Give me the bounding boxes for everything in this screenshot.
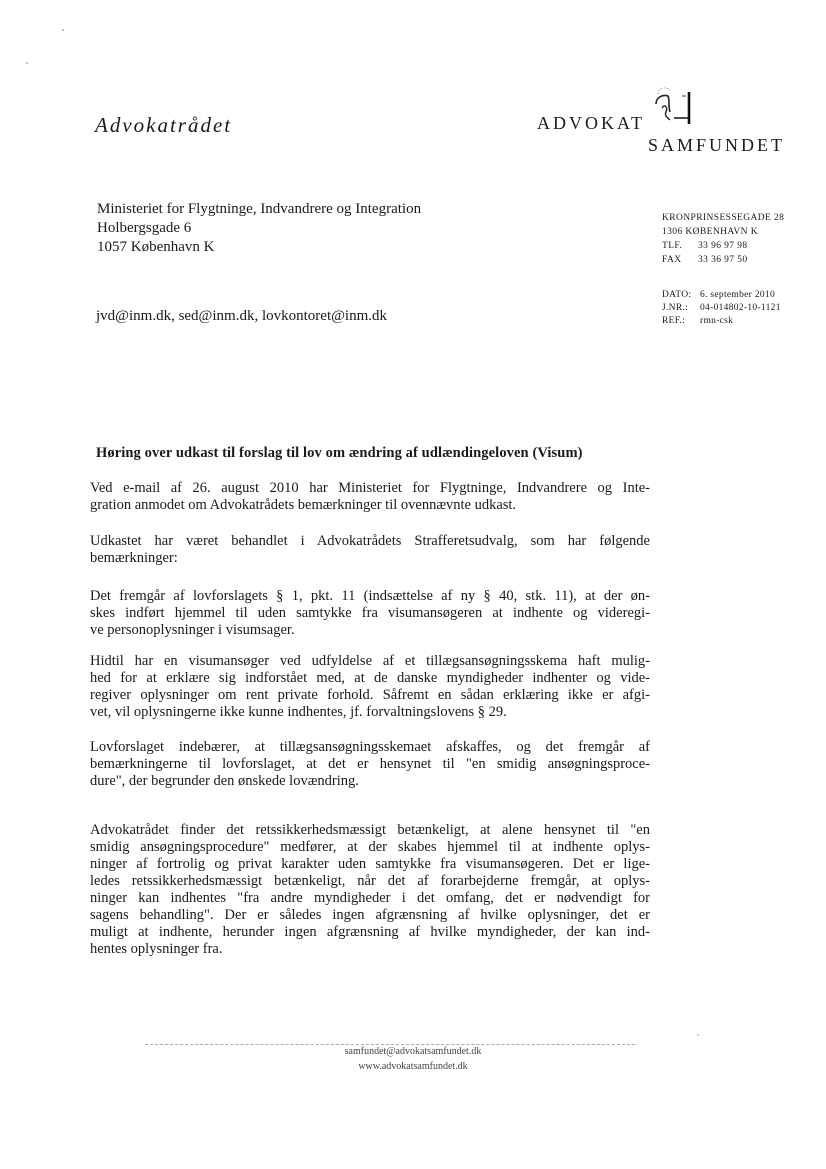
- sender-street: KRONPRINSESSEGADE 28: [662, 213, 785, 223]
- paragraph-6: [90, 822, 650, 958]
- jnr-value: 04-014802-10-1121: [700, 303, 781, 313]
- paragraph-line: dure", der begrunder den ønskede lovændring.: [90, 773, 359, 789]
- letterhead-right-name-top: ADVOKAT: [537, 113, 645, 133]
- paragraph-line: skes indført hjemmel til uden samtykke fra visumansøgeren at indhente og videregi-: [90, 605, 650, 621]
- paragraph-line: Hidtil har en visumansøger ved udfyldelse af et tillægsansøgningsskema haft mulig-: [90, 653, 650, 669]
- paragraph-line: muligt at indhente, herunder ingen afgrænsning af hvilke myndigheder, der kan ind-: [90, 924, 650, 940]
- letter-meta: [662, 289, 781, 328]
- fax-label: FAX: [662, 255, 682, 265]
- sender-city: 1306 KØBENHAVN K: [662, 227, 758, 237]
- footer-website: www.advokatsamfundet.dk: [358, 1061, 468, 1072]
- paragraph-line: vet, vil oplysningerne ikke kunne indhentes, jf. forvaltningslovens § 29.: [90, 704, 507, 720]
- letterhead-left-name: Advokatrådet: [95, 113, 233, 137]
- ref-value: rmn-csk: [700, 316, 734, 326]
- sender-address: [662, 211, 784, 267]
- paragraph-line: Advokatrådet finder det retssikkerhedsmæssigt betænkeligt, at alene hensynet til "en: [90, 822, 650, 838]
- paragraph-1: [90, 480, 650, 514]
- paragraph-line: gration anmodet om Advokatrådets bemærkninger til ovennævnte udkast.: [90, 497, 517, 513]
- paragraph-5: [90, 739, 650, 790]
- paragraph-line: Ved e-mail af 26. august 2010 har Ministeriet for Flygtninge, Indvandrere og Inte-: [90, 480, 650, 496]
- paragraph-line: sagens behandling". Der er således ingen afgrænsning af hvilke oplysninger, det er: [90, 907, 650, 923]
- paragraph-4: [90, 653, 650, 721]
- recipient-line-1: Ministeriet for Flygtninge, Indvandrere og Integration: [97, 201, 422, 217]
- ref-label: REF.:: [662, 316, 686, 326]
- paragraph-2: [90, 533, 650, 567]
- phone-number: 33 96 97 98: [698, 241, 748, 251]
- letter-subject: Høring over udkast til forslag til lov om ændring af udlændingeloven (Visum): [96, 445, 583, 461]
- recipient-address: [97, 200, 421, 257]
- paragraph-line: bemærkningerne til lovforslaget, at det er hensynet til "en smidig ansøgningsproce-: [90, 756, 650, 772]
- paragraph-line: ve personoplysninger i visumsager.: [90, 622, 295, 638]
- paragraph-line: Lovforslaget indebærer, at tillægsansøgningsskemaet afskaffes, og det fremgår af: [90, 739, 650, 755]
- recipient-emails: jvd@inm.dk, sed@inm.dk, lovkontoret@inm.dk: [96, 308, 388, 324]
- footer-divider: [145, 1044, 635, 1045]
- paragraph-line: smidig ansøgningsprocedure" medfører, at der skabes hjemmel til at indhente oplys-: [90, 839, 650, 855]
- meta-journal: [662, 302, 781, 315]
- meta-reference: [662, 315, 781, 328]
- paragraph-line: ledes retssikkerhedsmæssigt betænkeligt, når det af forarbejderne fremgår, at oplys-: [90, 873, 650, 889]
- date-value: 6. september 2010: [700, 290, 776, 300]
- fax-number: 33 36 97 50: [698, 255, 748, 265]
- paragraph-line: Det fremgår af lovforslagets § 1, pkt. 11 (indsættelse af ny § 40, stk. 11), at der øn-: [90, 588, 650, 604]
- phone-label: TLF.: [662, 241, 683, 251]
- paragraph-line: bemærkninger:: [90, 550, 178, 566]
- recipient-line-2: Holbergsgade 6: [97, 220, 192, 236]
- paragraph-line: ninger kan indhentes "fra andre myndigheder i det omfang, det er nødvendigt for: [90, 890, 650, 906]
- paragraph-3: [90, 588, 650, 639]
- sender-phone: [662, 239, 784, 253]
- date-label: DATO:: [662, 290, 692, 300]
- meta-date: [662, 289, 781, 302]
- advokatsamfundet-logo-icon: [652, 84, 696, 130]
- paragraph-line: hentes oplysninger fra.: [90, 941, 223, 957]
- letterhead-right-name-bottom: SAMFUNDET: [648, 135, 786, 155]
- paragraph-line: hed for at erklære sig indforstået med, at de danske myndigheder indhenter og vide-: [90, 670, 650, 686]
- sender-fax: [662, 253, 784, 267]
- recipient-line-3: 1057 København K: [97, 239, 215, 255]
- paragraph-line: ninger af fortrolig og privat karakter uden samtykke fra visumansøgeren. Det er lige-: [90, 856, 650, 872]
- jnr-label: J.NR.:: [662, 303, 689, 313]
- paragraph-line: regiver oplysninger om rent private forhold. Såfremt en sådan erklæring ikke er afgi-: [90, 687, 650, 703]
- footer-email: samfundet@advokatsamfundet.dk: [344, 1046, 482, 1057]
- paragraph-line: Udkastet har været behandlet i Advokatrådets Strafferetsudvalg, som har følgende: [90, 533, 650, 549]
